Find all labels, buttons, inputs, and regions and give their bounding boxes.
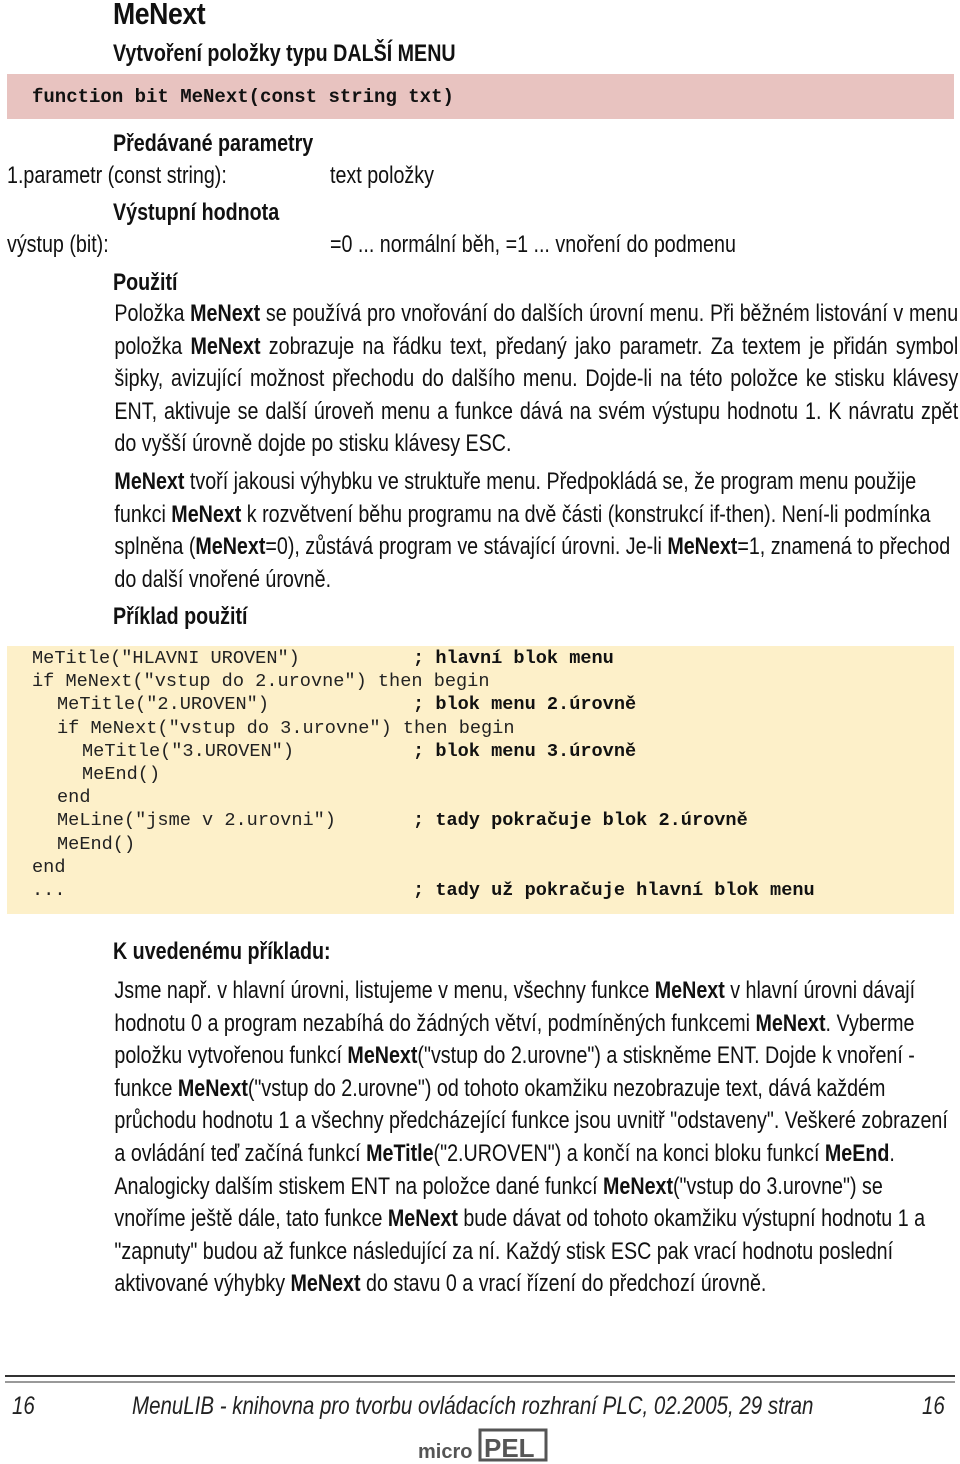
- body-text: Položka: [114, 300, 191, 327]
- body-text: ("2.UROVEN") a končí na konci bloku funkcí: [433, 1139, 825, 1167]
- output-label: výstup (bit):: [7, 231, 109, 258]
- code-line: MeEnd(): [57, 833, 136, 855]
- function-name-ref: MeNext: [347, 1042, 418, 1070]
- output-value: =0 ... normální běh, =1 ... vnoření do podmenu: [330, 231, 736, 258]
- body-text: v hlavní úrovni dávají hodnotu 0 a program nezabíhá do žádných větví, podmíněných funkcemi: [114, 977, 916, 1037]
- footer-rule-top: [5, 1375, 955, 1377]
- body-text: zobrazuje na řádku text, předaný jako parametr. Za textem je přidán symbol šipky, avizující možnost přechodu do dalšího menu. Dojde-li na této položce ke stisku klávesy ENT, aktivuje se další úroveň menu a funkce dává na svém výstupu hodnotu 1. K návratu zpět do vyšší úrovně dojde po stisku klávesy ESC.: [114, 332, 959, 458]
- code-line: end: [57, 787, 91, 809]
- function-name-ref: MeNext: [387, 1205, 458, 1233]
- footer-page-right: 16: [922, 1392, 945, 1420]
- body-text: =0), zůstává program ve stávající úrovni. Je-li: [265, 533, 668, 561]
- function-name-ref: MeNext: [177, 1074, 248, 1102]
- function-name-ref: MeNext: [654, 977, 725, 1004]
- footer-text: MenuLIB - knihovna pro tvorbu ovládacích rozhraní PLC, 02.2005, 29 stran: [132, 1392, 814, 1420]
- micropel-logo: [418, 1428, 548, 1462]
- function-name-ref: MeNext: [190, 300, 261, 327]
- svg-text:PEL: PEL: [484, 1433, 535, 1462]
- body-text: . Vyberme položku vytvořenou funkcí: [114, 1009, 915, 1070]
- explanation-paragraph: [7, 975, 958, 1301]
- param1-value: text položky: [330, 162, 434, 189]
- body-text: . Analogicky dalším stiskem ENT na položce dané funkcí: [114, 1139, 895, 1200]
- usage-paragraph-2: [7, 466, 958, 596]
- code-line: MeTitle("3.UROVEN"): [82, 740, 295, 762]
- function-name-ref: MeNext: [190, 332, 261, 360]
- usage-paragraph-1: [7, 298, 958, 461]
- code-comment: ; tady pokračuje blok 2.úrovně: [413, 810, 748, 832]
- signature-box: [7, 74, 954, 119]
- function-subtitle: Vytvoření položky typu DALŠÍ MENU: [113, 40, 456, 67]
- body-text: do stavu 0 a vrací řízení do předchozí úrovně.: [360, 1270, 767, 1298]
- function-name-ref: MeEnd: [824, 1139, 890, 1167]
- function-name-ref: MeNext: [195, 533, 266, 561]
- param1-label: 1.parametr (const string):: [7, 162, 227, 189]
- function-name-ref: MeNext: [603, 1172, 674, 1200]
- code-comment: ; hlavní blok menu: [413, 648, 614, 669]
- body-text: Jsme např. v hlavní úrovni, listujeme v menu, všechny funkce: [114, 977, 655, 1004]
- function-signature: function bit MeNext(const string txt): [32, 86, 454, 108]
- code-comment: ; blok menu 2.úrovně: [413, 694, 637, 716]
- code-line: end: [32, 856, 66, 878]
- footer-page-left: 16: [12, 1392, 35, 1420]
- output-heading: Výstupní hodnota: [113, 199, 280, 226]
- code-line: MeTitle("HLAVNI UROVEN"): [32, 648, 300, 669]
- body-text: se používá pro vnořování do dalších úrovní menu. Při běžném listování v menu položka: [114, 300, 959, 360]
- body-text: ("vstup do 3.urovne") se vnoříme ještě dále, tato funkce: [114, 1172, 883, 1233]
- code-line: MeTitle("2.UROVEN"): [57, 694, 270, 716]
- function-name-ref: MeTitle: [366, 1139, 434, 1167]
- code-line: MeEnd(): [82, 764, 161, 785]
- footer-rule-bottom: [5, 1381, 955, 1383]
- explanation-heading: K uvedenému příkladu:: [113, 938, 331, 965]
- svg-text:micro: micro: [418, 1441, 473, 1462]
- page-title: MeNext: [113, 0, 206, 31]
- body-text: tvoří jakousi výhybku ve struktuře menu. Předpokládá se, že program menu použije funkci: [114, 468, 917, 528]
- example-heading: Příklad použití: [113, 603, 248, 630]
- body-text: ("vstup do 2.urovne") a stiskněme ENT. Dojde k vnoření - funkce: [114, 1042, 915, 1102]
- usage-heading: Použití: [113, 269, 178, 296]
- function-name-ref: MeNext: [290, 1270, 361, 1298]
- code-example: [7, 646, 954, 914]
- code-line: MeLine("jsme v 2.urovni"): [57, 810, 336, 832]
- code-line: if MeNext("vstup do 2.urovne") then begin: [32, 671, 490, 693]
- body-text: k rozvětvení běhu programu na dvě části (konstrukcí if-then). Není-li podmínka splněna (: [114, 500, 931, 561]
- code-comment: ; blok menu 3.úrovně: [413, 740, 637, 762]
- code-line: ...: [32, 880, 66, 901]
- code-comment: ; tady už pokračuje hlavní blok menu: [413, 880, 815, 901]
- function-name-ref: MeNext: [171, 500, 242, 528]
- body-text: =1, znamená to přechod do další vnořené úrovně.: [114, 533, 951, 593]
- params-heading: Předávané parametry: [113, 130, 314, 157]
- body-text: ("vstup do 2.urovne") od tohoto okamžiku nezobrazuje text, dává každém průchodu hodnotu 1 a všechny předcházející funkce jsou uvnitř "odstaveny". Veškeré zobrazení a ovládání teď začíná funkcí: [114, 1074, 948, 1167]
- function-name-ref: MeNext: [755, 1009, 826, 1037]
- code-line: if MeNext("vstup do 3.urovne") then begin: [57, 717, 515, 739]
- body-text: bude dávat od tohoto okamžiku výstupní hodnotu 1 a "zapnuty" budou až funkce následující za ní. Každý stisk ESC pak vrací hodnotu poslední aktivované výhybky: [114, 1205, 926, 1298]
- function-name-ref: MeNext: [114, 468, 185, 495]
- function-name-ref: MeNext: [667, 533, 738, 561]
